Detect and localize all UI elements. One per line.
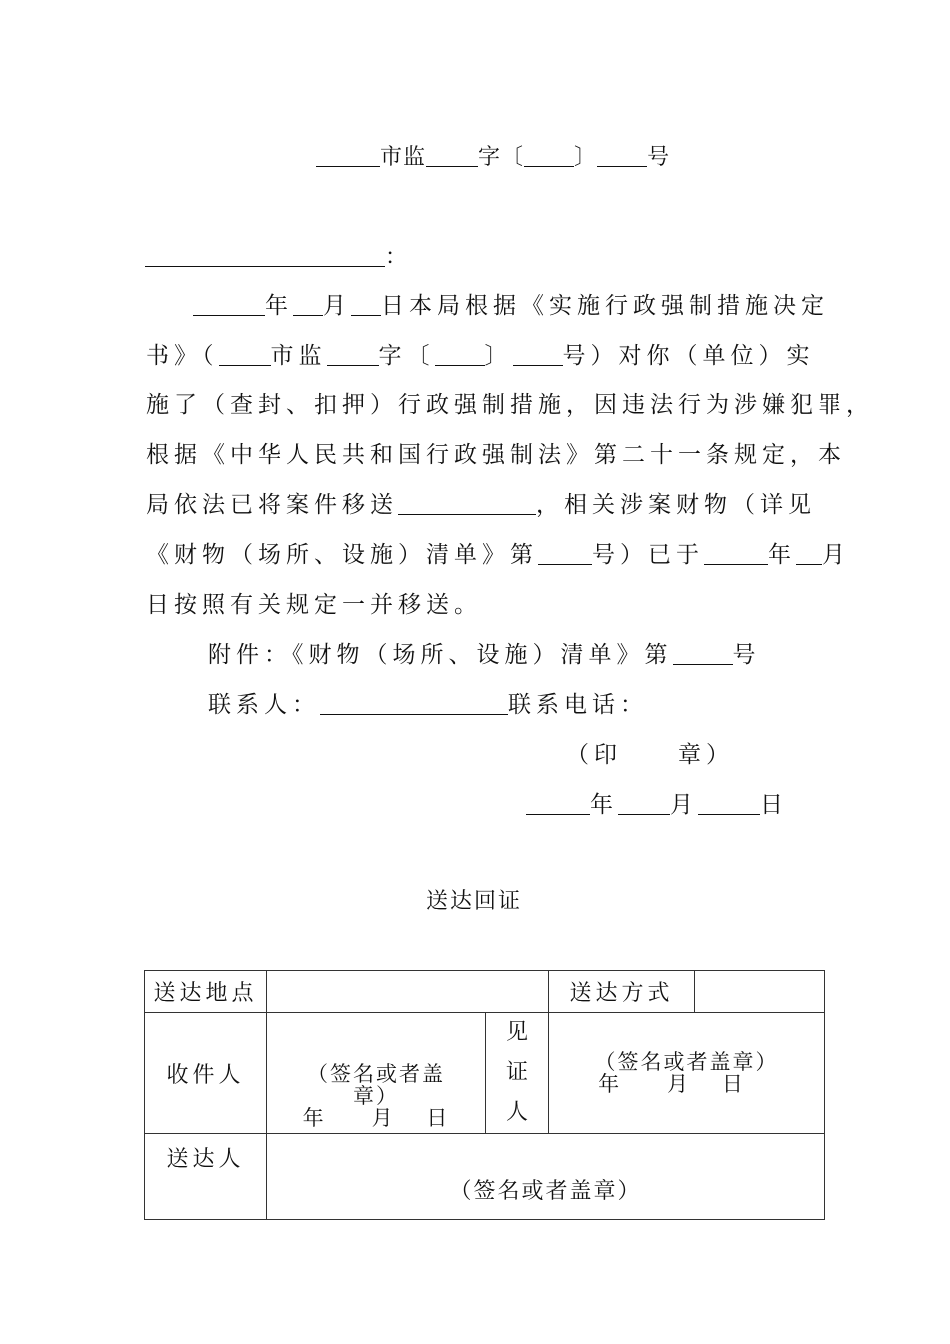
blank (796, 542, 822, 565)
witness-sign-date: 年 月 日 (598, 1072, 745, 1096)
blank (435, 343, 485, 366)
addressee-blank (145, 244, 385, 267)
method-field[interactable] (695, 971, 825, 1013)
contact-phone-label: 联系电话： (508, 692, 648, 718)
day-blank (698, 792, 760, 815)
place-label: 送达地点 (145, 971, 267, 1013)
recipient-label: 收件人 (145, 1013, 267, 1134)
witness-char-2: 证 (505, 1060, 528, 1085)
body-line-4 (146, 436, 846, 469)
text: 字〔 (378, 343, 435, 369)
body-line-7 (146, 586, 482, 619)
blank-prefix (316, 144, 380, 167)
text: 〕 (484, 343, 513, 369)
text: 年 (768, 542, 796, 568)
recipient-sign-text-a: （签名或者盖 (307, 1062, 445, 1086)
place-field[interactable] (267, 971, 549, 1013)
receipt-row-place (145, 971, 825, 1013)
blank (293, 293, 323, 316)
blank-agency (426, 144, 478, 167)
text: 日本局根据《实施行政强制措施决定 (381, 293, 829, 319)
body-line-5 (146, 486, 816, 519)
blank-year (524, 144, 574, 167)
recipient-sign-date: 年 月 日 (302, 1106, 450, 1130)
blank-serial (597, 144, 647, 167)
recipient-sign-text-b: 章） (353, 1084, 399, 1108)
text: 局依法已将案件移送 (146, 492, 398, 518)
server-label: 送达人 (145, 1134, 267, 1220)
text: 年 (265, 293, 293, 319)
attachment-line (208, 636, 761, 669)
witness-sign-field[interactable] (549, 1013, 825, 1134)
recipient-sign-field[interactable] (267, 1013, 486, 1134)
delivery-receipt-table (144, 970, 825, 1220)
text: 月 (323, 293, 351, 319)
month-label: 月 (670, 792, 698, 818)
text: 号）对你（单位）实 (562, 343, 815, 369)
text: 月 (822, 542, 850, 568)
contact-person-label: 联系人： (208, 692, 320, 718)
witness-char-1: 见 (505, 1020, 528, 1045)
body-line-2 (146, 337, 815, 370)
number-label: 号 (647, 145, 671, 170)
body-line-1 (193, 287, 829, 320)
addressee-line (145, 240, 408, 271)
blank (513, 343, 563, 366)
method-label: 送达方式 (549, 971, 695, 1013)
contact-line (208, 686, 648, 719)
seal-text: （印 章） (566, 742, 734, 768)
issue-date (526, 786, 788, 819)
blank (538, 542, 592, 565)
text: 号）已于 (592, 542, 704, 568)
addressee-colon: ： (385, 245, 409, 270)
bracket-close: 〕 (574, 145, 598, 170)
month-blank (618, 792, 670, 815)
day-label: 日 (760, 792, 788, 818)
blank (327, 343, 379, 366)
attachment-blank (673, 642, 733, 665)
receipt-title: 送达回证 (426, 889, 523, 914)
body-line-3 (146, 386, 874, 419)
seal (566, 736, 734, 769)
server-sign-text: （签名或者盖章） (449, 1179, 642, 1204)
server-sign-field[interactable] (267, 1134, 825, 1220)
text: ，相关涉案财物（详见 (536, 492, 816, 518)
zi-label: 字 (478, 145, 502, 170)
attachment-suffix: 号 (732, 642, 761, 668)
year-blank (526, 792, 590, 815)
text: 根据《中华人民共和国行政强制法》第二十一条规定，本 (146, 442, 846, 468)
receipt-row-server (145, 1134, 825, 1220)
witness-char-3: 人 (505, 1100, 528, 1125)
receipt-row-recipient (145, 1013, 825, 1134)
text: 书》（ (146, 343, 219, 369)
text: 日按照有关规定一并移送。 (146, 592, 482, 618)
text: 市监 (270, 343, 327, 369)
attachment-label: 附件：《财物（场所、设施）清单》第 (208, 642, 673, 668)
blank (704, 542, 768, 565)
city-supervision-label: 市监 (380, 145, 427, 170)
blank (193, 293, 265, 316)
transfer-blank (398, 492, 536, 515)
contact-person-blank (320, 692, 508, 715)
text: 《财物（场所、设施）清单》第 (146, 542, 538, 568)
blank (351, 293, 381, 316)
document-number-line (316, 140, 670, 171)
witness-sign-text: （签名或者盖章） (594, 1050, 779, 1074)
blank (219, 343, 271, 366)
year-label: 年 (590, 792, 618, 818)
body-line-6 (146, 536, 850, 569)
bracket-open: 〔 (501, 145, 525, 170)
text: 施了（查封、扣押）行政强制措施，因违法行为涉嫌犯罪， (146, 392, 874, 418)
